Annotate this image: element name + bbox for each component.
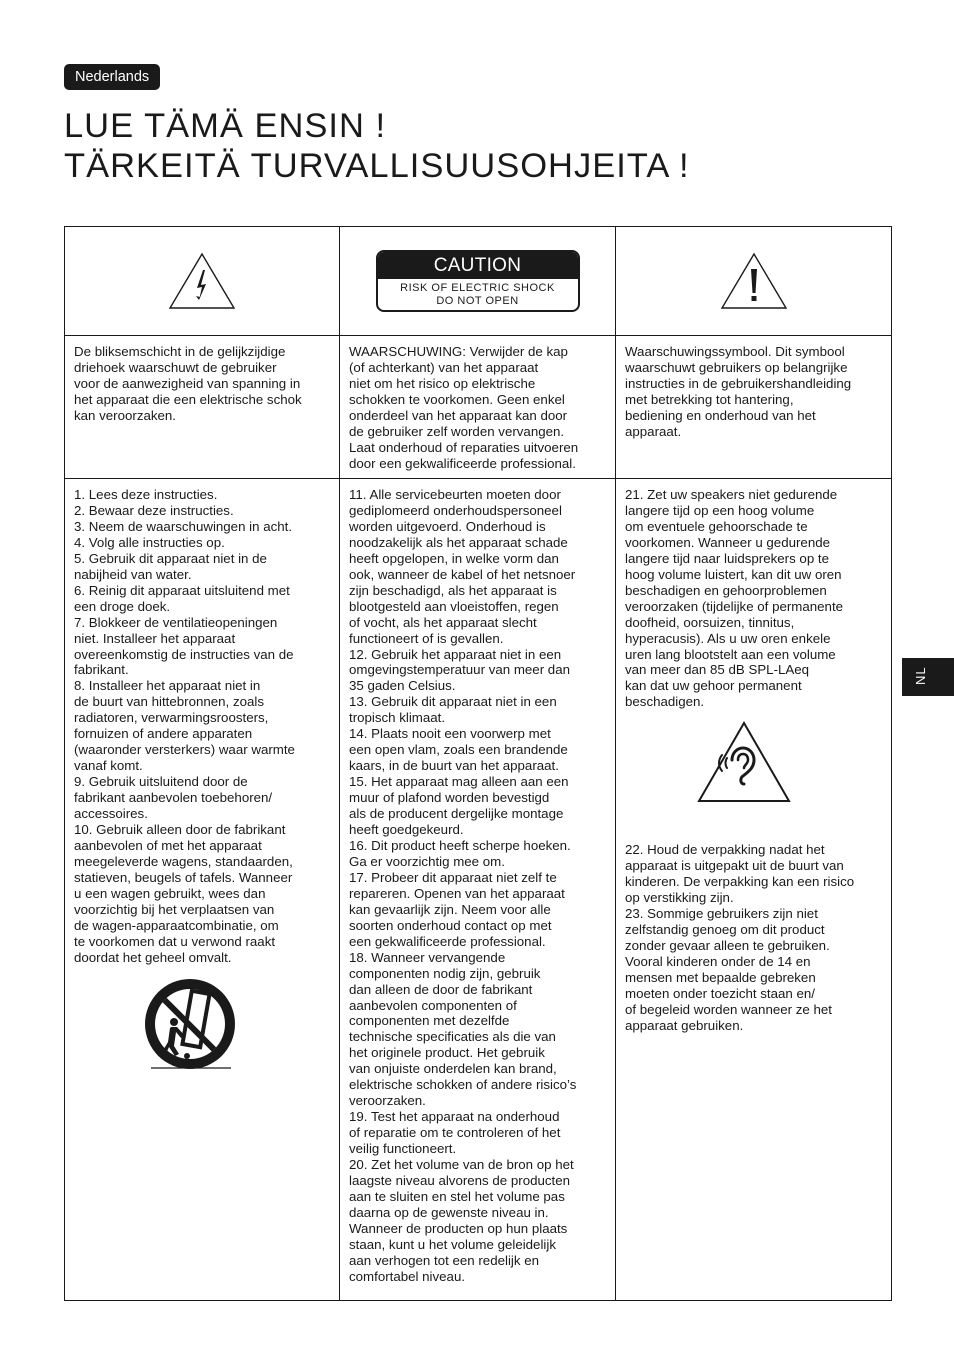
exclamation-triangle-icon (719, 251, 789, 311)
page-title (64, 106, 690, 186)
instructions-cell-3 (616, 479, 892, 1301)
language-side-tab (902, 658, 954, 696)
symbol-cell-lightning (65, 227, 340, 336)
caution-line-1: RISK OF ELECTRIC SHOCK (400, 282, 555, 294)
lightning-triangle-icon (167, 251, 237, 311)
instructions-text-col3-part2: 22. Houd de verpakking nadat het apparaat is uitgepakt uit de buurt van kinderen. De verpakking kan een risico op verstikking zijn. 23. Sommige gebruikers zijn niet zelfstandig genoeg om dit product zonder gevaar alleen te gebruiken. Vooral kinderen onder de 14 en mensen met bepaalde gebreken moeten onder toezicht staan en/ of begeleid worden wanneer ze het apparaat gebruiken. (625, 842, 855, 1033)
description-text-exclamation: Waarschuwingssymbool. Dit symbool waarschuwt gebruikers op belangrijke instructies in de gebruikershandleiding met betrekking tot hantering, bediening en onderhoud van het apparaat. (625, 344, 852, 439)
caution-label (376, 250, 580, 312)
cart-tip-over-warning-icon (141, 976, 241, 1076)
symbol-row (65, 227, 892, 336)
page-title-line-1: LUE TÄMÄ ENSIN ! (64, 107, 387, 145)
description-cell-1 (65, 336, 340, 479)
instructions-row (65, 479, 892, 1301)
language-badge: Nederlands (64, 64, 160, 90)
safety-table (64, 226, 892, 1301)
caution-title: CAUTION (378, 252, 578, 279)
description-cell-3 (616, 336, 892, 479)
instructions-text-col3-part1: 21. Zet uw speakers niet gedurende langere tijd op een hoog volume om eventuele gehoorschade te voorkomen. Wanneer u gedurende langere tijd naar luidsprekers op te hoog volume luistert, kan dit uw oren beschadigen en gehoorproblemen veroorzaken (tijdelijke of permanente doofheid, oorsuizen, tinnitus, hyperacusis). Als u uw oren enkele uren lang blootstelt aan een volume van meer dan 85 dB SPL-LAeq kan dat uw gehoor permanent beschadigen. (625, 487, 844, 710)
description-text-caution: WAARSCHUWING: Verwijder de kap (of achterkant) van het apparaat niet om het risico op elektrische schokken te voorkomen. Geen enkel onderdeel van het apparaat kan door de gebruiker zelf worden vervangen. Laat onderhoud of reparaties uitvoeren door een gekwalificeerde professional. (349, 344, 579, 471)
instructions-cell-2 (340, 479, 616, 1301)
description-text-lightning: De bliksemschicht in de gelijkzijdige driehoek waarschuwt de gebruiker voor de aanwezigheid van spanning in het apparaat die een elektrische schok kan veroorzaken. (74, 344, 302, 423)
instructions-cell-1 (65, 479, 340, 1301)
language-side-tab-label: NL (913, 666, 928, 685)
page-title-line-2: TÄRKEITÄ TURVALLISUUSOHJEITA ! (64, 147, 690, 185)
symbol-cell-exclamation (616, 227, 892, 336)
symbol-cell-caution (340, 227, 616, 336)
description-cell-2 (340, 336, 616, 479)
description-row (65, 336, 892, 479)
instructions-text-col1: 1. Lees deze instructies. 2. Bewaar deze instructies. 3. Neem de waarschuwingen in acht. 4. Volg alle instructies op. 5. Gebruik dit apparaat niet in de nabijheid van water. 6. Reinig dit apparaat uitsluitend met een droge doek. 7. Blokkeer de ventilatieopeningen niet. Installeer het apparaat overeenkomstig de instructies van de fabrikant. 8. Installeer het apparaat niet in de buurt van hittebronnen, zoals radiatoren, verwarmingsroosters, fornuizen of andere apparaten (waaronder versterkers) waar warmte vanaf komt. 9. Gebruik uitsluitend door de fabrikant aanbevolen toebehoren/ accessoires. 10. Gebruik alleen door de fabrikant aanbevolen of met het apparaat meegeleverde wagens, standaarden, statieven, beugels of tafels. Wanneer u een wagen gebruikt, wees dan voorzichtig bij het verplaatsen van de wagen-apparaatcombinatie, om te voorkomen dat u verwond raakt doordat het geheel omvalt. (74, 487, 295, 965)
hearing-damage-warning-icon (696, 720, 792, 804)
instructions-text-col2: 11. Alle servicebeurten moeten door gediplomeerd onderhoudspersoneel worden uitgevoerd. Onderhoud is noodzakelijk als het apparaat schade heeft opgelopen, in welke vorm dan ook, wanneer de kabel of het netsnoer zijn beschadigd, als het apparaat is blootgesteld aan vloeistoffen, regen of vocht, als het apparaat slecht functioneert of is gevallen. 12. Gebruik het apparaat niet in een omgevingstemperatuur van meer dan 35 gaden Celsius. 13. Gebruik dit apparaat niet in een tropisch klimaat. 14. Plaats nooit een voorwerp met een open vlam, zoals een brandende kaars, in de buurt van het apparaat. 15. Het apparaat mag alleen aan een muur of plafond worden bevestigd als de producent dergelijke montage heeft goedgekeurd. 16. Dit product heeft scherpe hoeken. Ga er voorzichtig mee om. 17. Probeer dit apparaat niet zelf te repareren. Openen van het apparaat kan gevaarlijk zijn. Neem voor alle soorten onderhoud contact op met een gekwalificeerde professional. 18. Wanneer vervangende componenten nodig zijn, gebruik dan alleen de door de fabrikant aanbevolen componenten of componenten met dezelfde technische specificaties als die van het originele product. Het gebruik van onjuiste onderdelen kan brand, elektrische schokken of andere risico’s veroorzaken. 19. Test het apparaat na onderhoud of reparatie om te controleren of het veilig functioneert. 20. Zet het volume van de bron op het laagste niveau alvorens de producten aan te sluiten en stel het volume pas daarna op de gewenste niveau in. Wanneer de producten op hun plaats staan, kunt u het volume geleidelijk aan verhogen tot een redelijk en comfortabel niveau. (349, 487, 577, 1284)
caution-line-2: DO NOT OPEN (436, 295, 519, 307)
caution-subtext (378, 279, 578, 310)
